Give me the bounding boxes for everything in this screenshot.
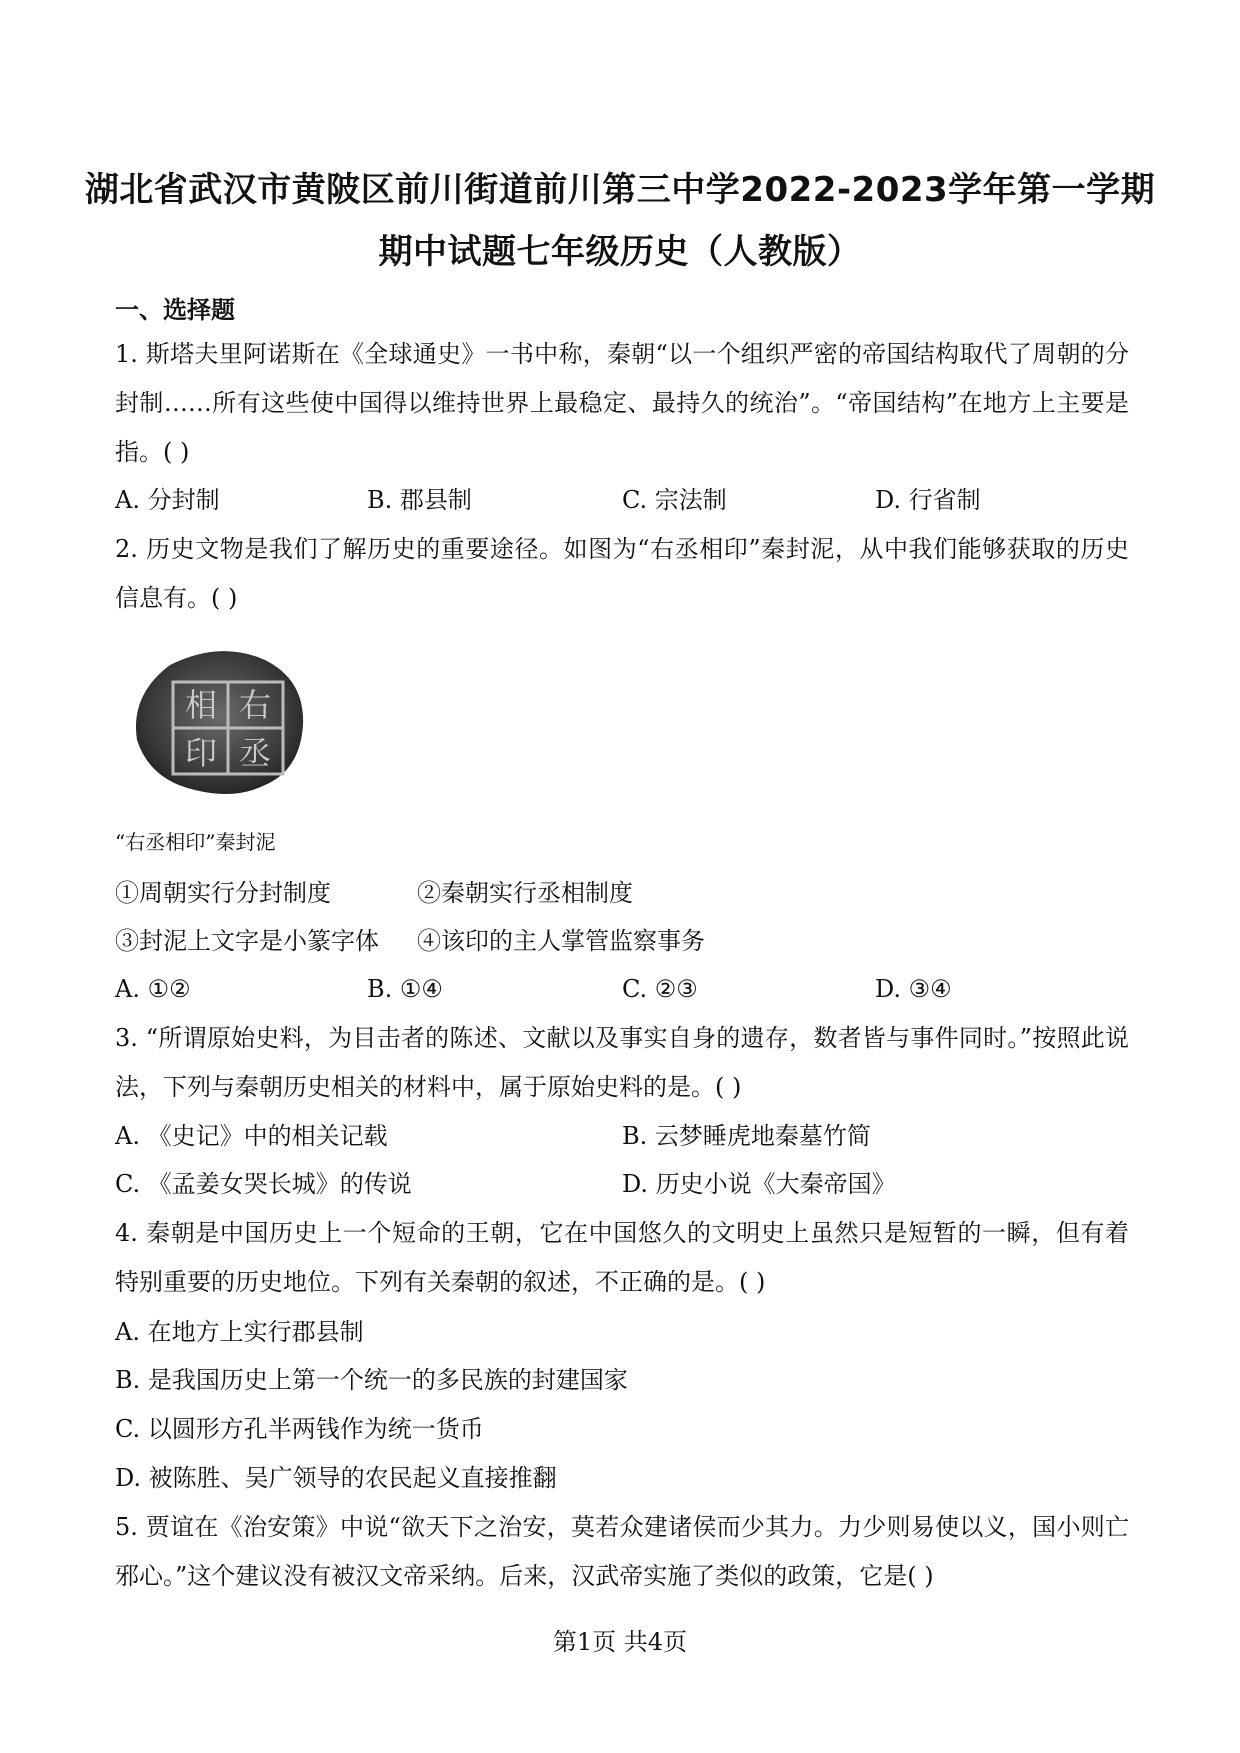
q4-option-a: A. 在地方上实行郡县制 [115, 1318, 364, 1346]
q4-option-d: D. 被陈胜、吴广领导的农民起义直接推翻 [115, 1464, 557, 1492]
section-heading: 一、选择题 [115, 296, 235, 324]
q2-option-d: D. ③④ [875, 975, 952, 1003]
document-title-line1: 湖北省武汉市黄陂区前川街道前川第三中学2022-2023学年第一学期 [84, 170, 1156, 210]
question-4-stem: 4. 秦朝是中国历史上一个短命的王朝，它在中国悠久的文明史上虽然只是短暂的一瞬，但有着特别重要的历史地位。下列有关秦朝的叙述，不正确的是。( ) [115, 1219, 1129, 1296]
q2-statement-4: ④该印的主人掌管监察事务 [417, 927, 705, 955]
q3-option-a: A. 《史记》中的相关记载 [115, 1122, 388, 1150]
seal-char-3: 相 [184, 686, 218, 724]
q2-option-a: A. ①② [115, 975, 191, 1003]
question-1-stem: 1. 斯塔夫里阿诺斯在《全球通史》一书中称，秦朝“以一个组织严密的帝国结构取代了周朝的分封制……所有这些使中国得以维持世界上最稳定、最持久的统治”。“帝国结构”在地方上主要是指。( ) [115, 340, 1129, 466]
seal-char-4: 印 [184, 734, 218, 772]
q2-statement-2: ②秦朝实行丞相制度 [417, 879, 633, 907]
question-5-stem: 5. 贾谊在《治安策》中说“欲天下之治安，莫若众建诸侯而少其力。力少则易使以义，国小则亡邪心。”这个建议没有被汉文帝采纳。后来，汉武帝实施了类似的政策，它是( ) [115, 1513, 1129, 1590]
q4-option-c: C. 以圆形方孔半两钱作为统一货币 [115, 1415, 484, 1443]
page-number: 第1页 共4页 [552, 1628, 688, 1656]
q3-option-b: B. 云梦睡虎地秦墓竹简 [622, 1122, 871, 1150]
figure-caption: “右丞相印”秦封泥 [115, 830, 276, 854]
q4-option-b: B. 是我国历史上第一个统一的多民族的封建国家 [115, 1366, 628, 1394]
q1-option-d: D. 行省制 [875, 486, 981, 514]
q1-option-a: A. 分封制 [115, 486, 220, 514]
q1-option-c: C. 宗法制 [622, 486, 727, 514]
q2-option-b: B. ①④ [367, 975, 443, 1003]
question-2-stem: 2. 历史文物是我们了解历史的重要途径。如图为“右丞相印”秦封泥，从中我们能够获取的历史信息有。( ) [115, 535, 1129, 612]
q2-option-c: C. ②③ [622, 975, 698, 1003]
question-3-stem: 3. “所谓原始史料，为目击者的陈述、文献以及事实自身的遗存，数者皆与事件同时。”按照此说法，下列与秦朝历史相关的材料中，属于原始史料的是。( ) [115, 1024, 1129, 1101]
q3-option-c: C. 《孟姜女哭长城》的传说 [115, 1170, 412, 1198]
seal-clay-image [125, 640, 320, 800]
seal-char-1: 右 [238, 686, 272, 724]
q1-option-b: B. 郡县制 [367, 486, 472, 514]
q2-statement-3: ③封泥上文字是小篆字体 [115, 927, 379, 955]
q3-option-d: D. 历史小说《大秦帝国》 [622, 1170, 896, 1198]
document-title-line2: 期中试题七年级历史（人教版） [378, 232, 862, 272]
seal-char-2: 丞 [238, 734, 272, 772]
q2-statement-1: ①周朝实行分封制度 [115, 879, 331, 907]
